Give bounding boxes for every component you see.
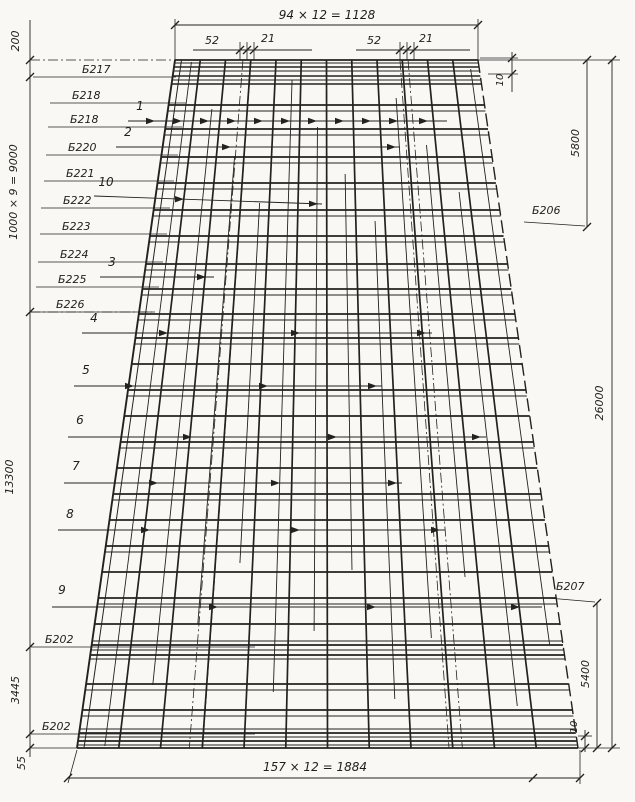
arrowhead-icon (146, 118, 155, 124)
arrowhead-icon (335, 118, 344, 124)
position-number: 9 (58, 583, 66, 597)
arrowhead-icon (254, 118, 263, 124)
mesh-label: Б221 (66, 167, 95, 180)
arrowhead-icon (367, 604, 376, 610)
position-number: 2 (124, 125, 132, 139)
arrowhead-icon (227, 118, 236, 124)
arrowhead-icon (149, 480, 158, 486)
dim-text-left: 1000 × 9 = 9000 (7, 144, 20, 240)
mesh-label: Б225 (58, 273, 87, 286)
dim-text-right: 10 (569, 720, 580, 734)
dim-text-right: 10 (495, 73, 506, 87)
mesh-label: Б226 (56, 298, 85, 311)
mesh-label: Б202 (45, 633, 74, 646)
arrowhead-icon (388, 480, 397, 486)
dim-text-right: 5800 (569, 129, 582, 157)
dim-text-sub: 52 (205, 34, 219, 47)
arrowhead-icon (291, 527, 300, 533)
mesh-label: Б222 (63, 194, 92, 207)
position-arrow-shaft (94, 196, 322, 204)
grid-vertical-bar-secondary (105, 62, 192, 746)
mesh-label: Б202 (42, 720, 71, 733)
arrowhead-icon (419, 118, 428, 124)
grid-vertical-bar-secondary (240, 203, 260, 563)
arrowhead-icon (362, 118, 371, 124)
arrowhead-icon (159, 330, 168, 336)
dim-text-top: 94 × 12 = 1128 (278, 8, 376, 22)
arrowhead-icon (173, 118, 182, 124)
mesh-label: Б220 (68, 141, 97, 154)
arrowhead-icon (328, 434, 337, 440)
arrowhead-icon (271, 480, 280, 486)
position-number: 3 (108, 255, 116, 269)
arrowhead-icon (472, 434, 481, 440)
mesh-label: Б218 (72, 89, 101, 102)
mesh-label: Б207 (556, 580, 585, 593)
mesh-label: Б218 (70, 113, 99, 126)
arrowhead-icon (368, 383, 377, 389)
mesh-label: Б224 (60, 248, 89, 261)
arrowhead-icon (308, 118, 317, 124)
grid-vertical-bar-secondary (345, 174, 352, 570)
arrowhead-icon (431, 527, 440, 533)
arrowhead-icon (387, 144, 396, 150)
mesh-label: Б223 (62, 220, 91, 233)
mesh-label-leader (548, 598, 595, 602)
dim-text-sub: 52 (367, 34, 381, 47)
position-number: 6 (76, 413, 84, 427)
grid-vertical-bar-secondary (471, 69, 550, 645)
dim-text-left: 13300 (3, 459, 16, 495)
position-number: 10 (98, 175, 114, 189)
dim-text-left: 3445 (9, 676, 22, 704)
dim-text-sub: 21 (419, 32, 433, 45)
position-number: 8 (66, 507, 74, 521)
arrowhead-icon (259, 383, 268, 389)
dim-text-left: 55 (15, 756, 28, 770)
arrowhead-icon (281, 118, 290, 124)
dim-text-left: 200 (9, 30, 22, 52)
grid-vertical-bar (327, 60, 328, 748)
position-number: 7 (72, 459, 80, 473)
arrowhead-icon (222, 144, 231, 150)
grid-vertical-bar-secondary (375, 221, 395, 699)
arrowhead-icon (200, 118, 209, 124)
grid-vertical-bar-secondary (459, 192, 517, 706)
arrowhead-icon (389, 118, 398, 124)
mesh-label: Б206 (532, 204, 561, 217)
position-number: 5 (82, 363, 90, 377)
dim-text-right: 26000 (593, 385, 606, 421)
grid-vertical-bar-secondary (314, 127, 317, 631)
mesh-label: Б217 (82, 63, 111, 76)
dim-text-sub: 21 (261, 32, 275, 45)
position-number: 4 (90, 311, 98, 325)
dim-text-right: 5400 (579, 660, 592, 688)
arrowhead-icon (209, 604, 218, 610)
dim-text-bottom: 157 × 12 = 1884 (262, 760, 368, 774)
mesh-label-leader (524, 222, 585, 226)
position-number: 1 (136, 99, 144, 113)
